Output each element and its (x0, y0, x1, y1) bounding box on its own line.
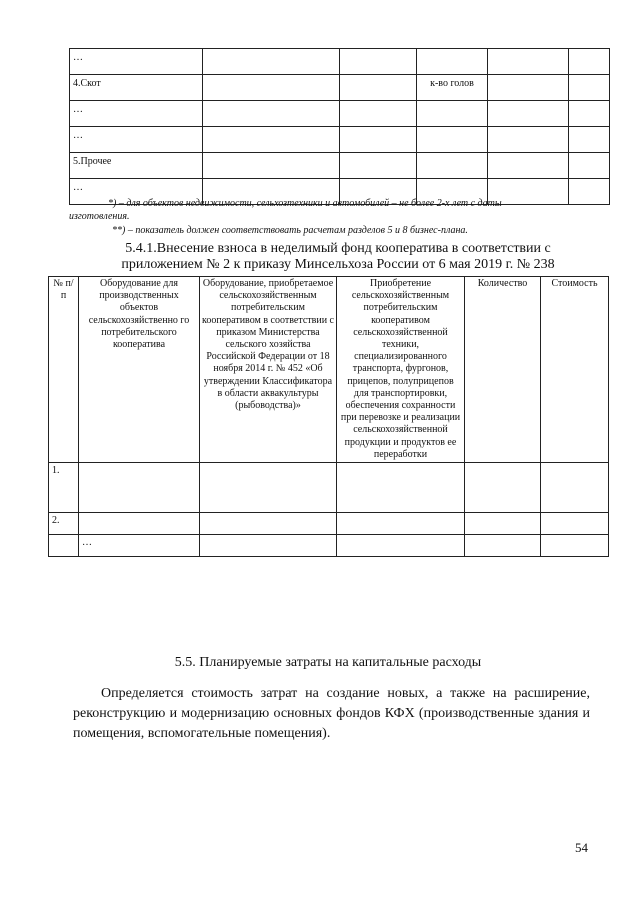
table-cell (417, 153, 488, 179)
table-cell (203, 49, 340, 75)
table-cell (417, 49, 488, 75)
table-cell: … (70, 101, 203, 127)
table-cell (488, 75, 569, 101)
table-cell (488, 101, 569, 127)
table-row (49, 463, 609, 513)
table-cell (340, 153, 417, 179)
column-header: № п/п (49, 277, 79, 463)
heading-line-2: приложением № 2 к приказу Минсельхоза России от 6 мая 2019 г. № 238 (121, 257, 555, 272)
table-cell (340, 75, 417, 101)
footnote-2: **) – показатель должен соответствовать расчетам разделов 5 и 8 бизнес-плана. (112, 225, 468, 236)
table-row (49, 513, 609, 535)
table-cell (340, 127, 417, 153)
table-cell (200, 463, 337, 513)
table-cell (541, 463, 609, 513)
table-cell: … (70, 179, 203, 205)
table-row (70, 153, 610, 179)
table-cell (79, 463, 200, 513)
column-header: Оборудование для производственных объектов сельскохозяйственно го потребительского кооператива (79, 277, 200, 463)
table-row (70, 127, 610, 153)
table-cell (417, 101, 488, 127)
table-cell: … (70, 127, 203, 153)
column-header: Приобретение сельскохозяйственным потребительским кооперативом сельскохозяйственной техники, специализированного транспорта, фургонов, прицепов, полуприцепов для транспортировки, обеспечения сохранности при перевозке и реализации сельскохозяйственной продукции и продуктов ее переработки (337, 277, 465, 463)
table-row (49, 535, 609, 557)
table-row (70, 75, 610, 101)
table-cell (569, 49, 610, 75)
table-cell: 4.Скот (70, 75, 203, 101)
table-row (70, 49, 610, 75)
table-cell (488, 153, 569, 179)
table-cell (200, 535, 337, 557)
contribution-table (48, 276, 609, 557)
table-cell (203, 127, 340, 153)
table-cell: 2. (49, 513, 79, 535)
contribution-table-header (49, 277, 609, 463)
assets-table (69, 48, 610, 205)
column-header: Оборудование, приобретаемое сельскохозяйственным потребительским кооперативом в соответствии с приказом Министерства сельского хозяйства Российской Федерации от 18 ноября 2014 г. № 452 «Об утверждении Классификатора в области аквакультуры (рыбоводства)» (200, 277, 337, 463)
table-cell: 1. (49, 463, 79, 513)
footnote-1: *) – для объектов недвижимости, сельхозтехники и автомобилей – не более 2-х лет с даты (108, 198, 502, 209)
table-cell (337, 535, 465, 557)
table-cell (203, 153, 340, 179)
table-cell (200, 513, 337, 535)
table-cell (465, 513, 541, 535)
footnote-1-continued: изготовления. (69, 211, 130, 222)
table-cell: … (79, 535, 200, 557)
table-cell: 5.Прочее (70, 153, 203, 179)
table-cell (541, 513, 609, 535)
table-cell (569, 75, 610, 101)
column-header: Стоимость (541, 277, 609, 463)
table-cell (465, 535, 541, 557)
table-cell (465, 463, 541, 513)
table-cell (417, 127, 488, 153)
section-5-5-heading: 5.5. Планируемые затраты на капитальные расходы (174, 655, 482, 670)
page-number: 54 (575, 840, 588, 855)
table-cell (337, 513, 465, 535)
table-cell (340, 101, 417, 127)
table-cell (340, 49, 417, 75)
table-cell (569, 101, 610, 127)
table-cell (488, 127, 569, 153)
table-cell (488, 49, 569, 75)
column-header: Количество (465, 277, 541, 463)
contribution-table-body (49, 463, 609, 557)
table-cell (79, 513, 200, 535)
table-cell (203, 75, 340, 101)
table-cell (203, 101, 340, 127)
table-cell (569, 153, 610, 179)
table-cell (569, 127, 610, 153)
table-cell (541, 535, 609, 557)
section-5-5-paragraph: Определяется стоимость затрат на создание новых, а также на расширение, реконструкцию и модернизацию основных фондов КФХ (производственные здания и помещения, вспомогательные помещения). (73, 686, 590, 741)
table-cell (337, 463, 465, 513)
table-row (70, 101, 610, 127)
table-cell: … (70, 49, 203, 75)
assets-table-body (70, 49, 610, 205)
section-5-4-1-heading (72, 241, 604, 273)
table-cell (49, 535, 79, 557)
heading-line-1: 5.4.1.Внесение взноса в неделимый фонд кооператива в соответствии с (125, 241, 551, 256)
table-cell: к-во голов (417, 75, 488, 101)
